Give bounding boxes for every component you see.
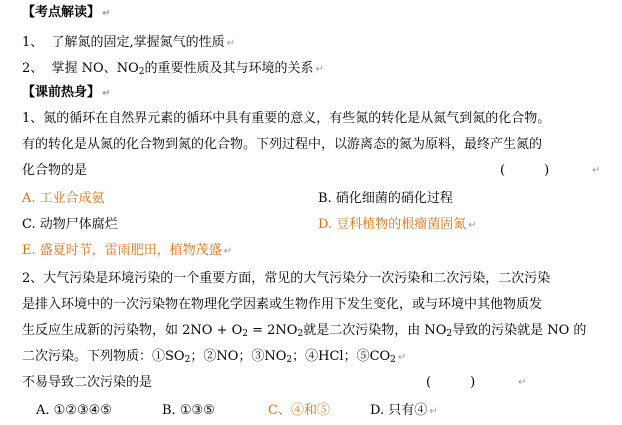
q2-option-a: A. ①②③④⑤: [36, 403, 112, 418]
q2-option-d: D. 只有④ ↵: [370, 403, 438, 418]
q1-option-b: B. 硝化细菌的硝化过程: [318, 191, 453, 206]
q2-line-5: 不易导致二次污染的是 ( ) ↵: [22, 375, 527, 390]
q1-answer-bracket: ( ): [500, 163, 550, 178]
q2-option-c: C、④和⑤: [268, 403, 330, 418]
paragraph-mark: ↵: [397, 352, 407, 363]
q2-line-1: 2、大气污染是环境污染的一个重要方面，常见的大气污染分一次污染和二次污染，二次污染: [22, 271, 551, 286]
q2-line-2: 是排入环境中的一次污染物在物理化学因素或生物作用下发生变化，或与环境中其他物质发: [22, 297, 543, 312]
paragraph-mark: ↵: [518, 377, 527, 388]
paragraph-mark: ↵: [468, 220, 477, 231]
q1-option-a: A. 工业合成氨: [22, 191, 105, 206]
paragraph-mark: ↵: [102, 8, 111, 19]
point-2: 2、 掌握 NO、$NO_2$的重要性质及其与环境的关系 ↵: [22, 61, 324, 77]
q2-line-4: 二次污染。下列物质：$①SO_2$；②NO；$③NO_2$；④HCl；$⑤CO_2$ ↵: [22, 349, 407, 365]
q1-line-1: 1、氮的循环在自然界元素的循环中具有重要的意义，有些氮的转化是从氮气到氮的化合物。: [22, 111, 551, 126]
q1-option-c: C. 动物尸体腐烂: [22, 217, 118, 232]
paragraph-mark: ↵: [223, 246, 233, 257]
paragraph-mark: ↵: [592, 165, 601, 176]
section-heading-warmup: 【课前热身】 ↵: [22, 85, 111, 100]
q2-line-3: 生反应生成新的污染物，如 $2NO + O_2 = 2NO_2$就是二次污染物，由 $NO_2$导致的污染就是 NO 的: [22, 323, 587, 339]
section-heading-key-points: 【考点解读】 ↵: [22, 5, 111, 20]
q2-option-b: B. ①③⑤: [162, 403, 215, 418]
paragraph-mark: ↵: [315, 64, 324, 75]
q2-answer-bracket: ( ): [426, 375, 476, 390]
paragraph-mark: ↵: [226, 38, 236, 49]
point-1: 1、 了解氮的固定,掌握氮气的性质 ↵: [22, 35, 236, 50]
q1-option-d: D. 豆科植物的根瘤菌固氮 ↵: [318, 217, 477, 232]
q1-line-2: 有的转化是从氮的化合物到氮的化合物。下列过程中，以游离态的氮为原料，最终产生氮的: [22, 137, 543, 152]
q1-line-3: 化合物的是 ( ) ↵: [22, 163, 601, 178]
paragraph-mark: ↵: [102, 88, 111, 99]
paragraph-mark: ↵: [429, 406, 438, 417]
q1-option-e: E. 盛夏时节，雷雨肥田，植物茂盛 ↵: [22, 243, 233, 258]
